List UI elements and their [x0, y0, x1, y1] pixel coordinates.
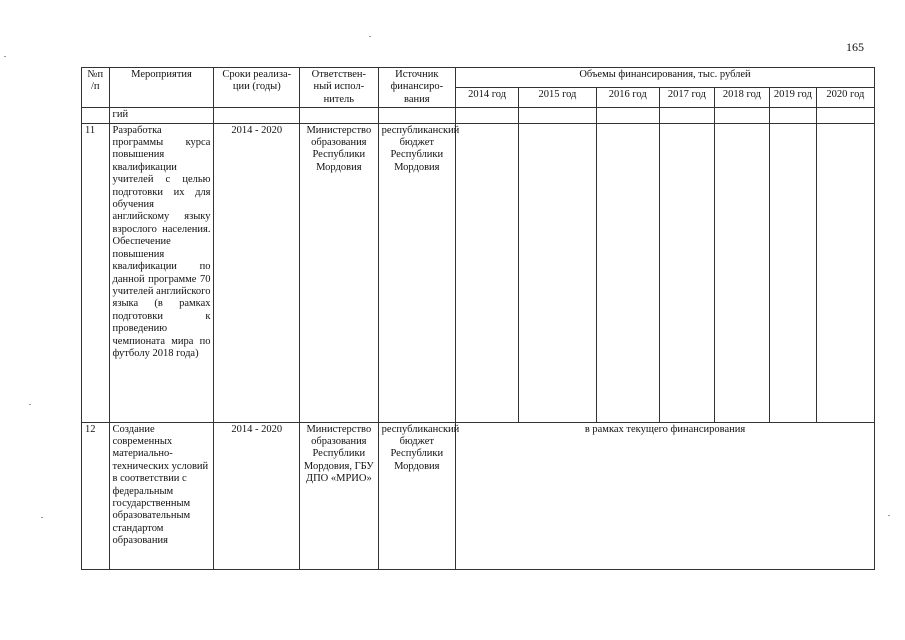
header-funding: Объемы финансирования, тыс. рублей [456, 68, 875, 88]
scan-speck [888, 515, 890, 516]
row-responsible: Министерство образования Республики Мордовия [300, 123, 378, 422]
funding-table [81, 67, 875, 570]
row-2019 [769, 123, 816, 422]
header-year-2014: 2014 год [456, 88, 519, 108]
scan-speck [369, 36, 371, 37]
scan-speck [41, 517, 43, 518]
row-funding-note: в рамках текущего финансирования [456, 422, 875, 569]
header-period: Сроки реализа-ции (годы) [214, 68, 300, 108]
row-period: 2014 - 2020 [214, 422, 300, 569]
row-2015 [519, 123, 596, 422]
row-event: Создание современных материально-технических условий в соответствии с федеральным государственным образовательным стандартом образования [109, 422, 214, 569]
header-year-2015: 2015 год [519, 88, 596, 108]
header-year-2018: 2018 год [714, 88, 769, 108]
header-responsible: Ответствен-ный испол-нитель [300, 68, 378, 108]
header-year-2016: 2016 год [596, 88, 659, 108]
row-2014 [456, 123, 519, 422]
scan-speck [4, 56, 6, 57]
row-2018 [714, 123, 769, 422]
row-source: республиканский бюджет Республики Мордовия [378, 123, 455, 422]
row-2017 [659, 123, 714, 422]
page-number: 165 [846, 40, 864, 54]
row-responsible: Министерство образования Республики Мордовия, ГБУ ДПО «МРИО» [300, 422, 378, 569]
row-num: 11 [82, 123, 110, 422]
header-event: Мероприятия [109, 68, 214, 108]
scan-speck [29, 404, 31, 405]
header-year-2019: 2019 год [769, 88, 816, 108]
table-row [82, 108, 875, 123]
row-source: республиканский бюджет Республики Мордовия [378, 422, 455, 569]
row-period: 2014 - 2020 [214, 123, 300, 422]
header-source: Источник финансиро-вания [378, 68, 455, 108]
row-2016 [596, 123, 659, 422]
header-year-2017: 2017 год [659, 88, 714, 108]
header-year-2020: 2020 год [816, 88, 874, 108]
row-num: 12 [82, 422, 110, 569]
table-row [82, 422, 875, 569]
row-2020 [816, 123, 874, 422]
continuation-text: гий [109, 108, 214, 123]
row-event: Разработка программы курса повышения квалификации учителей с целью подготовки их для обучения английскому языку взрослого населения. Обеспечение повышения квалификации по данной программе 70 учителей английского языка (в рамках подготовки к проведению чемпионата мира по футболу 2018 года) [109, 123, 214, 422]
header-num: №п /п [82, 68, 110, 108]
table-row [82, 123, 875, 422]
